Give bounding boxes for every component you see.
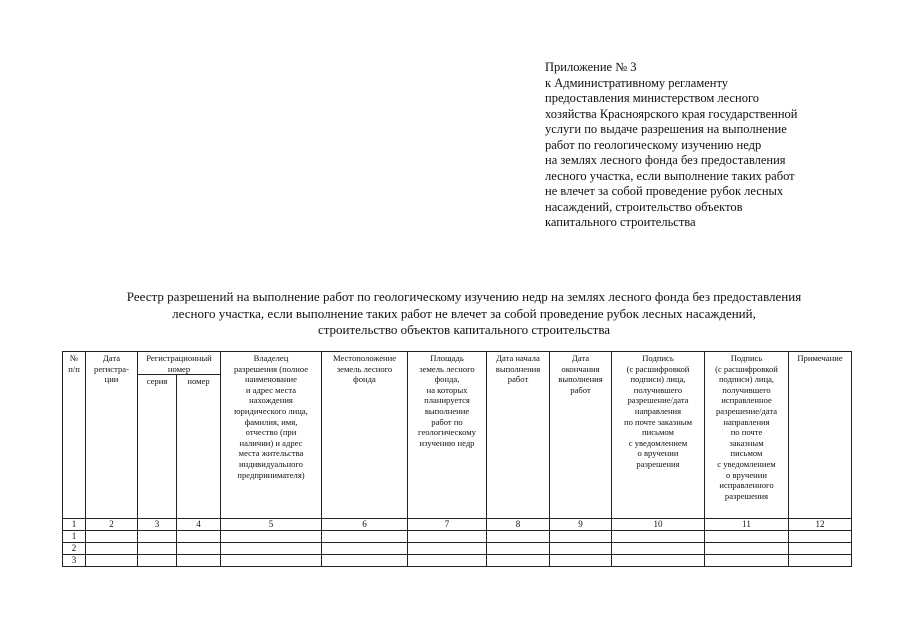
appendix-line: на землях лесного фонда без предоставления [545,153,786,167]
col-header-registration-date: Дата регистра- ции [86,352,138,519]
col-header-end-date: Дата окончания выполнения работ [550,352,612,519]
column-number: 7 [408,519,487,531]
column-numbers-row [63,519,852,531]
table-cell [138,555,177,567]
table-cell [221,543,322,555]
col-header-signature-permit: Подпись (с расшифровкой подписи) лица, получившего разрешение/дата направления по почте заказным письмом с уведомлением о вручении разрешения [612,352,705,519]
table-cell [487,531,550,543]
table-cell [487,543,550,555]
appendix-line: капитального строительства [545,215,696,229]
register-title [40,289,888,339]
table-row [63,555,852,567]
col-header-owner: Владелец разрешения (полное наименование и адрес места нахождения юридического лица, фамилия, имя, отчество (при наличии) и адрес места жительства индивидуального предпринимателя) [221,352,322,519]
col-header-location: Местоположение земель лесного фонда [322,352,408,519]
col-header-note: Примечание [789,352,852,519]
appendix-line: не влечет за собой проведение рубок лесных [545,184,784,198]
appendix-line: к Административному регламенту [545,75,729,90]
col-header-number-sub: номер [177,375,221,519]
title-line: Реестр разрешений на выполнение работ по геологическому изучению недр на землях лесного фонда без предоставления [126,289,802,304]
column-number: 3 [138,519,177,531]
table-cell [612,531,705,543]
row-number: 2 [63,543,86,555]
table-cell [322,555,408,567]
col-header-number: № п/п [63,352,86,519]
table-cell [177,531,221,543]
appendix-line: хозяйства Красноярского края государственной [545,106,798,121]
table-row [63,543,852,555]
column-number: 9 [550,519,612,531]
appendix-line: лесного участка, если выполнение таких работ [545,168,795,183]
table-cell [705,543,789,555]
column-number: 1 [63,519,86,531]
column-number: 11 [705,519,789,531]
table-cell [789,543,852,555]
row-number: 3 [63,555,86,567]
table-cell [612,555,705,567]
col-header-signature-corrected: Подпись (с расшифровкой подписи) лица, получившего исправленное разрешение/дата направления по почте заказным письмом с уведомлением о вручении исправленного разрешения [705,352,789,519]
table-cell [705,555,789,567]
table-cell [86,543,138,555]
appendix-block [545,60,875,231]
title-line: лесного участка, если выполнение таких работ не влечет за собой проведение рубок лесных насаждений, [172,305,756,321]
table-cell [177,543,221,555]
table-row [63,531,852,543]
table-cell [221,531,322,543]
table-cell [177,555,221,567]
col-header-registration-number: Регистрационный номер [138,352,221,375]
table-cell [705,531,789,543]
header-row-1 [63,352,852,375]
title-line: строительство объектов капитального строительства [317,322,611,337]
register-table [62,351,852,567]
table-cell [408,555,487,567]
table-cell [138,531,177,543]
table-cell [550,555,612,567]
table-cell [86,531,138,543]
col-header-start-date: Дата начала выполнения работ [487,352,550,519]
table-cell [789,555,852,567]
table-cell [322,531,408,543]
table-cell [408,531,487,543]
column-number: 2 [86,519,138,531]
table-cell [322,543,408,555]
table-cell [408,543,487,555]
column-number: 6 [322,519,408,531]
table-cell [138,543,177,555]
column-number: 8 [487,519,550,531]
appendix-line: работ по геологическому изучению недр [545,137,762,152]
table-cell [550,531,612,543]
table-cell [86,555,138,567]
column-number: 12 [789,519,852,531]
table-cell [612,543,705,555]
col-header-series: серия [138,375,177,519]
appendix-line: предоставления министерством лесного [545,91,760,105]
column-number: 4 [177,519,221,531]
column-number: 5 [221,519,322,531]
appendix-line: насаждений, строительство объектов [545,199,743,214]
appendix-line: услуги по выдаче разрешения на выполнение [545,122,787,136]
appendix-line: Приложение № 3 [545,60,637,74]
table-cell [789,531,852,543]
column-number: 10 [612,519,705,531]
table-cell [550,543,612,555]
col-header-area: Площадь земель лесного фонда, на которых планируется выполнение работ по геологическому изучению недр [408,352,487,519]
row-number: 1 [63,531,86,543]
table-cell [487,555,550,567]
table-cell [221,555,322,567]
